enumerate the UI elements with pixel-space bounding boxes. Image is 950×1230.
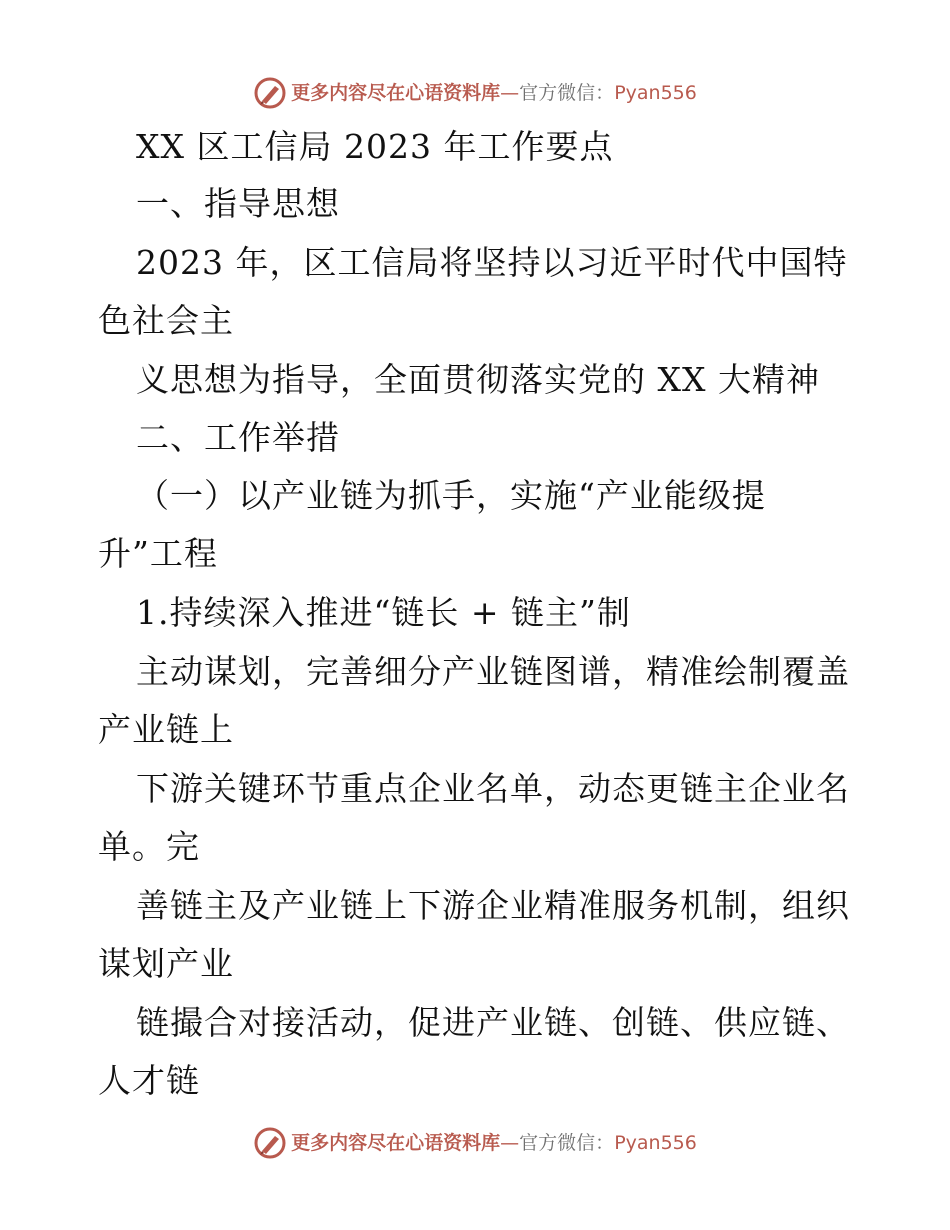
paragraph-line: 谋划产业 bbox=[98, 944, 234, 983]
subsection-heading-continued: 升”工程 bbox=[98, 534, 218, 573]
subsection-heading: （一）以产业链为抓手，实施“产业能级提 bbox=[136, 476, 766, 515]
paragraph-line: 善链主及产业链上下游企业精准服务机制，组织 bbox=[136, 886, 850, 925]
watermark-dash: — bbox=[500, 82, 520, 104]
watermark-official-label: 官方微信： bbox=[519, 82, 615, 104]
section-heading-work-measures: 二、工作举措 bbox=[136, 418, 340, 457]
document-title: XX 区工信局 2023 年工作要点 bbox=[136, 127, 614, 166]
watermark-header bbox=[0, 76, 950, 110]
paragraph-line: 色社会主 bbox=[98, 301, 234, 340]
pen-logo-icon bbox=[253, 76, 287, 110]
pen-logo-icon bbox=[253, 1126, 287, 1160]
paragraph-line: 人才链 bbox=[98, 1061, 200, 1100]
watermark-wechat-id: Pyan556 bbox=[614, 82, 697, 104]
paragraph-line: 单。完 bbox=[98, 827, 200, 866]
paragraph-line: 下游关键环节重点企业名单，动态更链主企业名 bbox=[136, 769, 850, 808]
paragraph-line: 义思想为指导，全面贯彻落实党的 XX 大精神 bbox=[136, 360, 820, 399]
item-heading: 1.持续深入推进“链长 + 链主”制 bbox=[136, 593, 631, 632]
watermark-wechat-id: Pyan556 bbox=[614, 1132, 697, 1154]
paragraph-line: 产业链上 bbox=[98, 710, 234, 749]
watermark-main-text: 更多内容尽在心语资料库 bbox=[291, 1132, 501, 1154]
paragraph-line: 链撮合对接活动，促进产业链、创链、供应链、 bbox=[136, 1003, 850, 1042]
watermark-dash: — bbox=[500, 1132, 520, 1154]
watermark-official-label: 官方微信： bbox=[519, 1132, 615, 1154]
section-heading-guiding-thought: 一、指导思想 bbox=[136, 184, 340, 223]
watermark-main-text: 更多内容尽在心语资料库 bbox=[291, 82, 501, 104]
paragraph-line: 2023 年，区工信局将坚持以习近平时代中国特 bbox=[136, 243, 848, 282]
watermark-footer bbox=[0, 1126, 950, 1160]
paragraph-line: 主动谋划，完善细分产业链图谱，精准绘制覆盖 bbox=[136, 652, 850, 691]
